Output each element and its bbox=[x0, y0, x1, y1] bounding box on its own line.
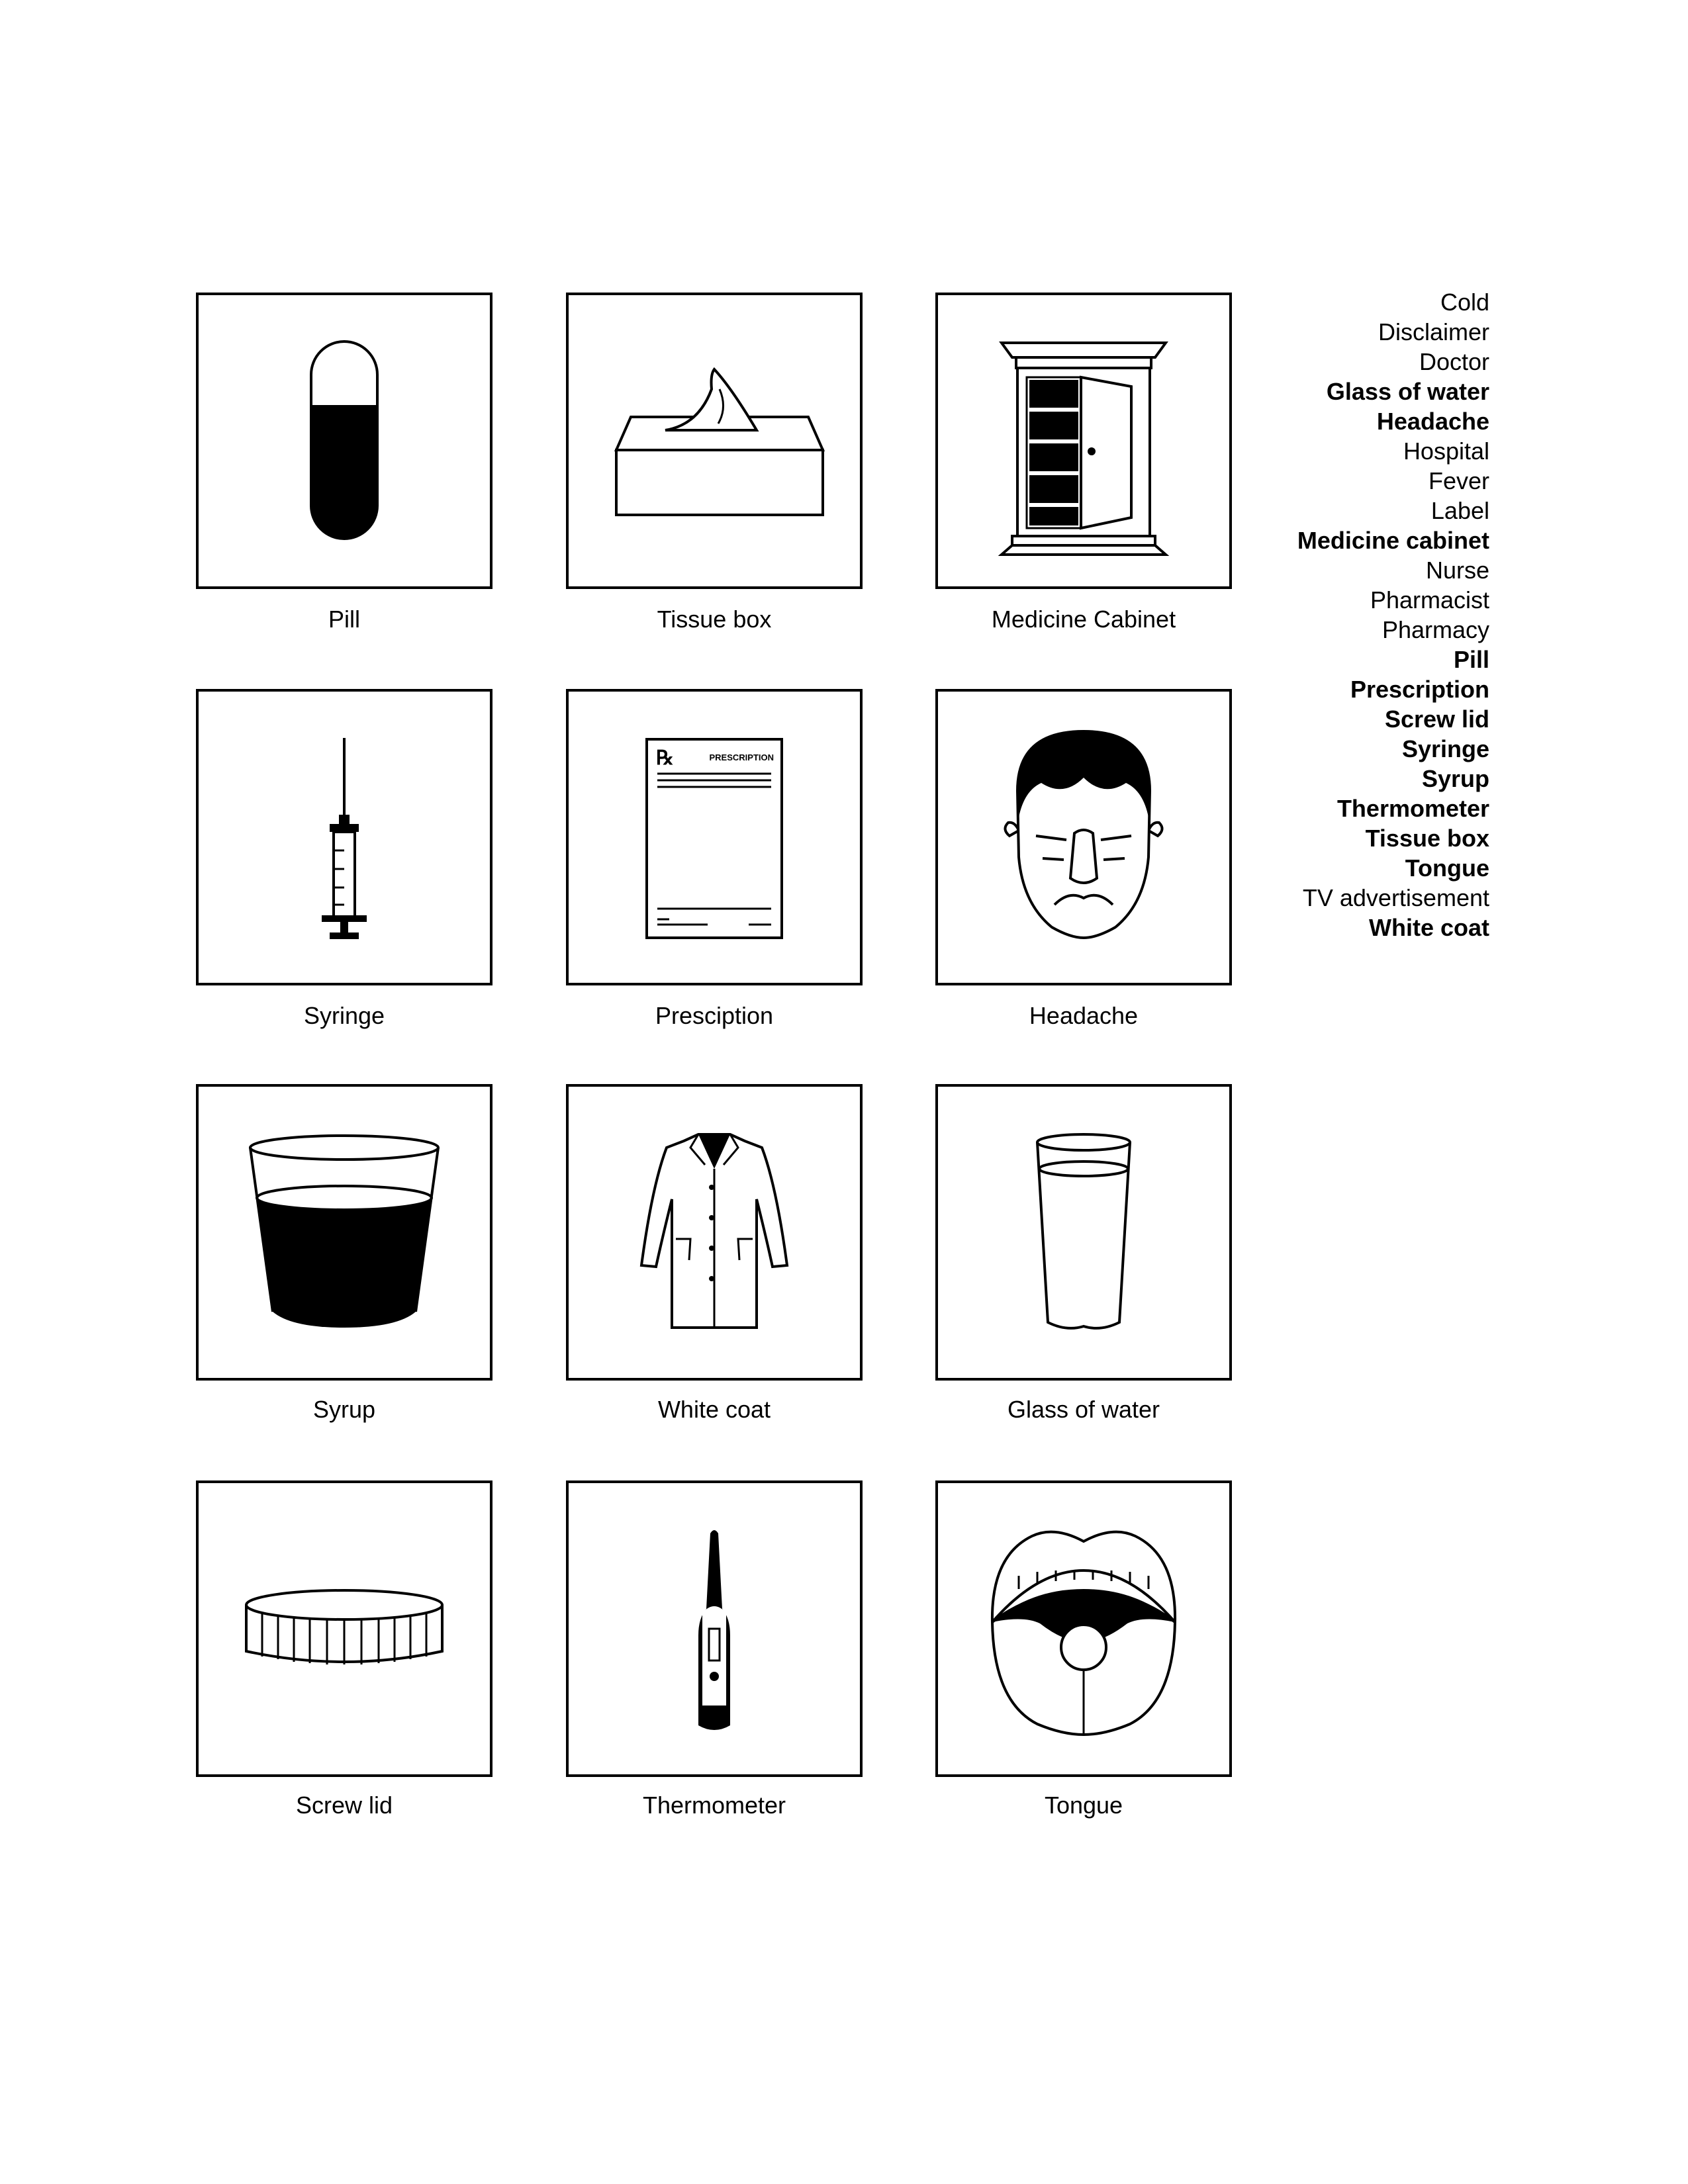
headache-caption: Headache bbox=[1029, 1002, 1139, 1029]
word-list-item: Nurse bbox=[1425, 557, 1489, 584]
word-list-item: Prescription bbox=[1350, 676, 1489, 703]
syringe-tile bbox=[196, 689, 492, 985]
pill-icon bbox=[199, 295, 490, 586]
thermometer-caption: Thermometer bbox=[642, 1792, 786, 1819]
tissue-box-tile bbox=[566, 293, 863, 589]
syringe-caption: Syringe bbox=[303, 1002, 385, 1029]
word-list-item: Thermometer bbox=[1336, 795, 1489, 822]
syrup-tile bbox=[196, 1084, 492, 1381]
syrup-caption: Syrup bbox=[312, 1396, 376, 1423]
word-list-item: Hospital bbox=[1403, 437, 1489, 465]
glass-of-water-icon bbox=[938, 1087, 1229, 1378]
prescription-tile bbox=[566, 689, 863, 985]
syringe-icon bbox=[199, 692, 490, 983]
screw-lid-tile bbox=[196, 1480, 492, 1777]
medicine-cabinet-icon bbox=[938, 295, 1229, 586]
word-list-item: Glass of water bbox=[1326, 378, 1489, 405]
prescription-icon bbox=[569, 692, 860, 983]
word-list-item: Headache bbox=[1376, 408, 1489, 435]
word-list-item: Label bbox=[1430, 497, 1489, 524]
word-list-item: Medicine cabinet bbox=[1297, 527, 1489, 554]
medicine-cabinet-tile bbox=[935, 293, 1232, 589]
tongue-tile bbox=[935, 1480, 1232, 1777]
word-list-item: Pharmacy bbox=[1382, 616, 1489, 643]
rx-symbol: ℞ bbox=[656, 747, 674, 769]
thermometer-icon bbox=[569, 1483, 860, 1774]
word-list-item: Syringe bbox=[1401, 735, 1489, 762]
screw-lid-icon bbox=[199, 1483, 490, 1774]
word-list-item: TV advertisement bbox=[1302, 884, 1489, 911]
tongue-icon bbox=[938, 1483, 1229, 1774]
white-coat-caption: White coat bbox=[657, 1396, 771, 1423]
word-list-item: Disclaimer bbox=[1378, 318, 1489, 345]
white-coat-tile bbox=[566, 1084, 863, 1381]
prescription-caption: Presciption bbox=[655, 1002, 774, 1029]
word-list bbox=[1225, 287, 1489, 942]
headache-tile bbox=[935, 689, 1232, 985]
word-list-item: Fever bbox=[1428, 467, 1489, 494]
pill-caption: Pill bbox=[328, 606, 360, 633]
thermometer-tile bbox=[566, 1480, 863, 1777]
word-list-item: Tissue box bbox=[1365, 825, 1489, 852]
word-list-item: Pharmacist bbox=[1370, 586, 1489, 614]
word-list-item: Doctor bbox=[1419, 348, 1489, 375]
syrup-glass-icon bbox=[199, 1087, 490, 1378]
white-coat-icon bbox=[569, 1087, 860, 1378]
pill-tile bbox=[196, 293, 492, 589]
medicine-cabinet-caption: Medicine Cabinet bbox=[991, 606, 1176, 633]
word-list-item: Tongue bbox=[1405, 854, 1489, 882]
word-list-item: Syrup bbox=[1421, 765, 1489, 792]
word-list-item: Cold bbox=[1440, 289, 1489, 316]
screw-lid-caption: Screw lid bbox=[295, 1792, 393, 1819]
word-list-item: Screw lid bbox=[1384, 705, 1489, 733]
tongue-caption: Tongue bbox=[1044, 1792, 1123, 1819]
prescription-header: PRESCRIPTION bbox=[709, 752, 774, 762]
word-list-item: Pill bbox=[1453, 646, 1489, 673]
headache-face-icon bbox=[938, 692, 1229, 983]
glass-of-water-caption: Glass of water bbox=[1007, 1396, 1160, 1423]
word-list-item: White coat bbox=[1368, 914, 1489, 941]
glass-of-water-tile bbox=[935, 1084, 1232, 1381]
tissue-box-icon bbox=[569, 295, 860, 586]
tissue-box-caption: Tissue box bbox=[657, 606, 772, 633]
